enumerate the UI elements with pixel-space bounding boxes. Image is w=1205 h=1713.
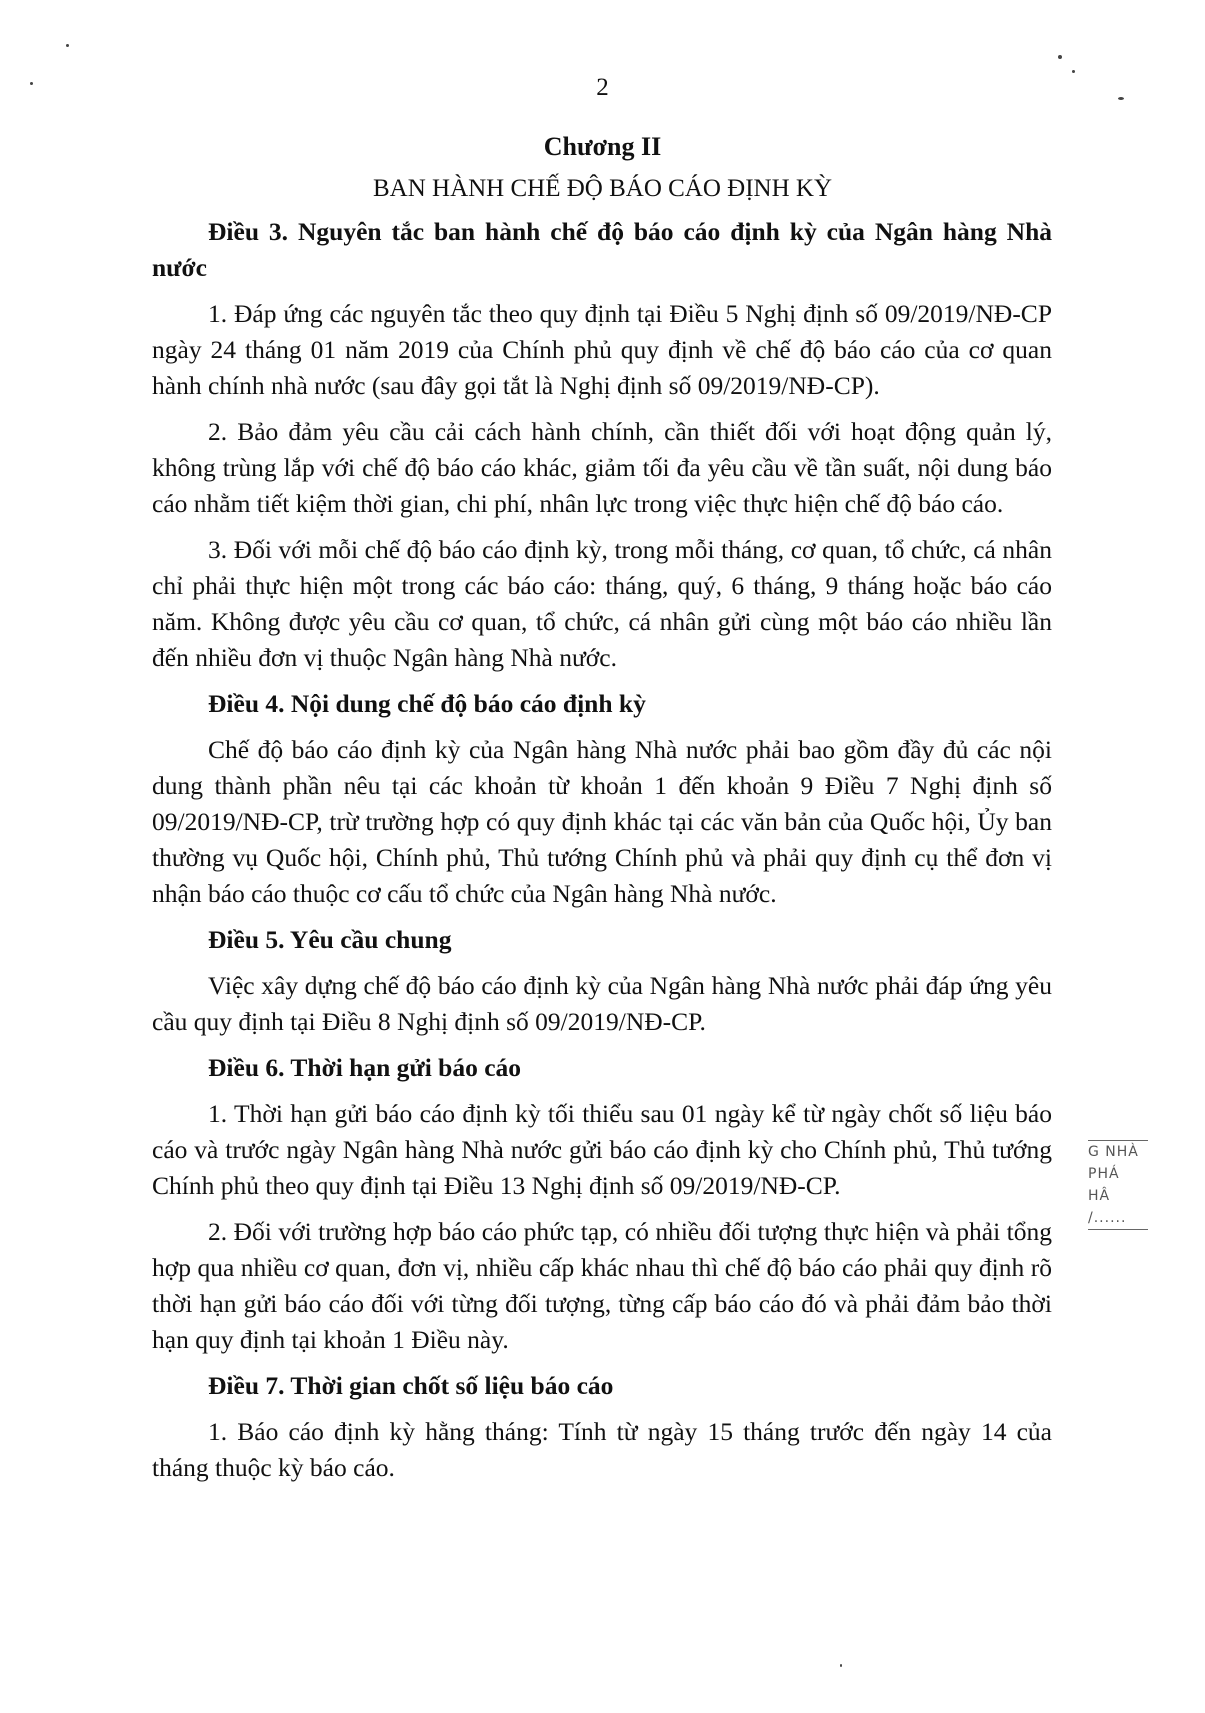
article-heading: Điều 5. Yêu cầu chung — [208, 925, 452, 954]
article-paragraph: Việc xây dựng chế độ báo cáo định kỳ của Ngân hàng Nhà nước phải đáp ứng yêu cầu quy định tại Điều 8 Nghị định số 09/2019/NĐ-CP. — [152, 971, 1052, 1036]
article-paragraph: 2. Đối với trường hợp báo cáo phức tạp, có nhiều đối tượng thực hiện và phải tổng hợp qua nhiều cơ quan, đơn vị, nhiều cấp khác nhau thì chế độ báo cáo phải quy định rõ thời hạn gửi báo cáo đối với từng đối tượng, từng cấp báo cáo đó và phải đảm bảo thời hạn quy định tại khoản 1 Điều này. — [152, 1217, 1052, 1354]
article-paragraph: 1. Đáp ứng các nguyên tắc theo quy định tại Điều 5 Nghị định số 09/2019/NĐ-CP ngày 24 tháng 01 năm 2019 của Chính phủ quy định về chế độ báo cáo của cơ quan hành chính nhà nước (sau đây gọi tắt là Nghị định số 09/2019/NĐ-CP). — [152, 299, 1052, 400]
article-paragraph: 1. Thời hạn gửi báo cáo định kỳ tối thiểu sau 01 ngày kể từ ngày chốt số liệu báo cáo và trước ngày Ngân hàng Nhà nước gửi báo cáo định kỳ cho Chính phủ, Thủ tướng Chính phủ theo quy định tại Điều 13 Nghị định số 09/2019/NĐ-CP. — [152, 1099, 1052, 1200]
stamp-line: PHÁ — [1088, 1166, 1120, 1182]
scan-speck — [30, 82, 33, 85]
page-number: 2 — [596, 74, 609, 101]
scan-speck — [1118, 97, 1124, 100]
stamp-line: /...... — [1088, 1210, 1127, 1226]
article-5 — [152, 922, 1052, 1040]
article-4 — [152, 686, 1052, 912]
margin-stamp — [1088, 1140, 1148, 1230]
scan-speck — [840, 1664, 842, 1667]
scan-speck — [1072, 70, 1075, 73]
scan-speck — [1058, 55, 1062, 59]
article-paragraph: 2. Bảo đảm yêu cầu cải cách hành chính, cần thiết đối với hoạt động quản lý, không trùng lắp với chế độ báo cáo khác, giảm tối đa yêu cầu về tần suất, nội dung báo cáo nhằm tiết kiệm thời gian, chi phí, nhân lực trong việc thực hiện chế độ báo cáo. — [152, 417, 1052, 518]
article-paragraph: 1. Báo cáo định kỳ hằng tháng: Tính từ ngày 15 tháng trước đến ngày 14 của tháng thuộc kỳ báo cáo. — [152, 1417, 1052, 1482]
article-paragraph: 3. Đối với mỗi chế độ báo cáo định kỳ, trong mỗi tháng, cơ quan, tổ chức, cá nhân chỉ phải thực hiện một trong các báo cáo: tháng, quý, 6 tháng, 9 tháng hoặc báo cáo năm. Không được yêu cầu cơ quan, tổ chức, cá nhân gửi cùng một báo cáo nhiều lần đến nhiều đơn vị thuộc Ngân hàng Nhà nước. — [152, 535, 1052, 672]
stamp-line: G NHÀ — [1088, 1144, 1139, 1160]
article-heading: Điều 4. Nội dung chế độ báo cáo định kỳ — [208, 689, 646, 718]
article-7 — [152, 1368, 1052, 1486]
chapter-title: BAN HÀNH CHẾ ĐỘ BÁO CÁO ĐỊNH KỲ — [372, 175, 833, 202]
document-body — [152, 214, 1052, 1496]
article-6 — [152, 1050, 1052, 1358]
stamp-line: HÂ — [1088, 1188, 1111, 1204]
article-heading: Điều 3. Nguyên tắc ban hành chế độ báo cáo định kỳ của Ngân hàng Nhà nước — [152, 217, 1052, 282]
scan-speck — [66, 44, 69, 47]
article-heading: Điều 6. Thời hạn gửi báo cáo — [208, 1053, 522, 1082]
article-heading: Điều 7. Thời gian chốt số liệu báo cáo — [208, 1371, 614, 1400]
article-paragraph: Chế độ báo cáo định kỳ của Ngân hàng Nhà nước phải bao gồm đầy đủ các nội dung thành phần nêu tại các khoản từ khoản 1 đến khoản 9 Điều 7 Nghị định số 09/2019/NĐ-CP, trừ trường hợp có quy định khác tại các văn bản của Quốc hội, Ủy ban thường vụ Quốc hội, Chính phủ, Thủ tướng Chính phủ và phải quy định cụ thể đơn vị nhận báo cáo thuộc cơ cấu tổ chức của Ngân hàng Nhà nước. — [152, 735, 1052, 908]
stamp-rule — [1088, 1229, 1148, 1230]
chapter-label: Chương II — [543, 132, 662, 161]
article-3 — [152, 214, 1052, 676]
